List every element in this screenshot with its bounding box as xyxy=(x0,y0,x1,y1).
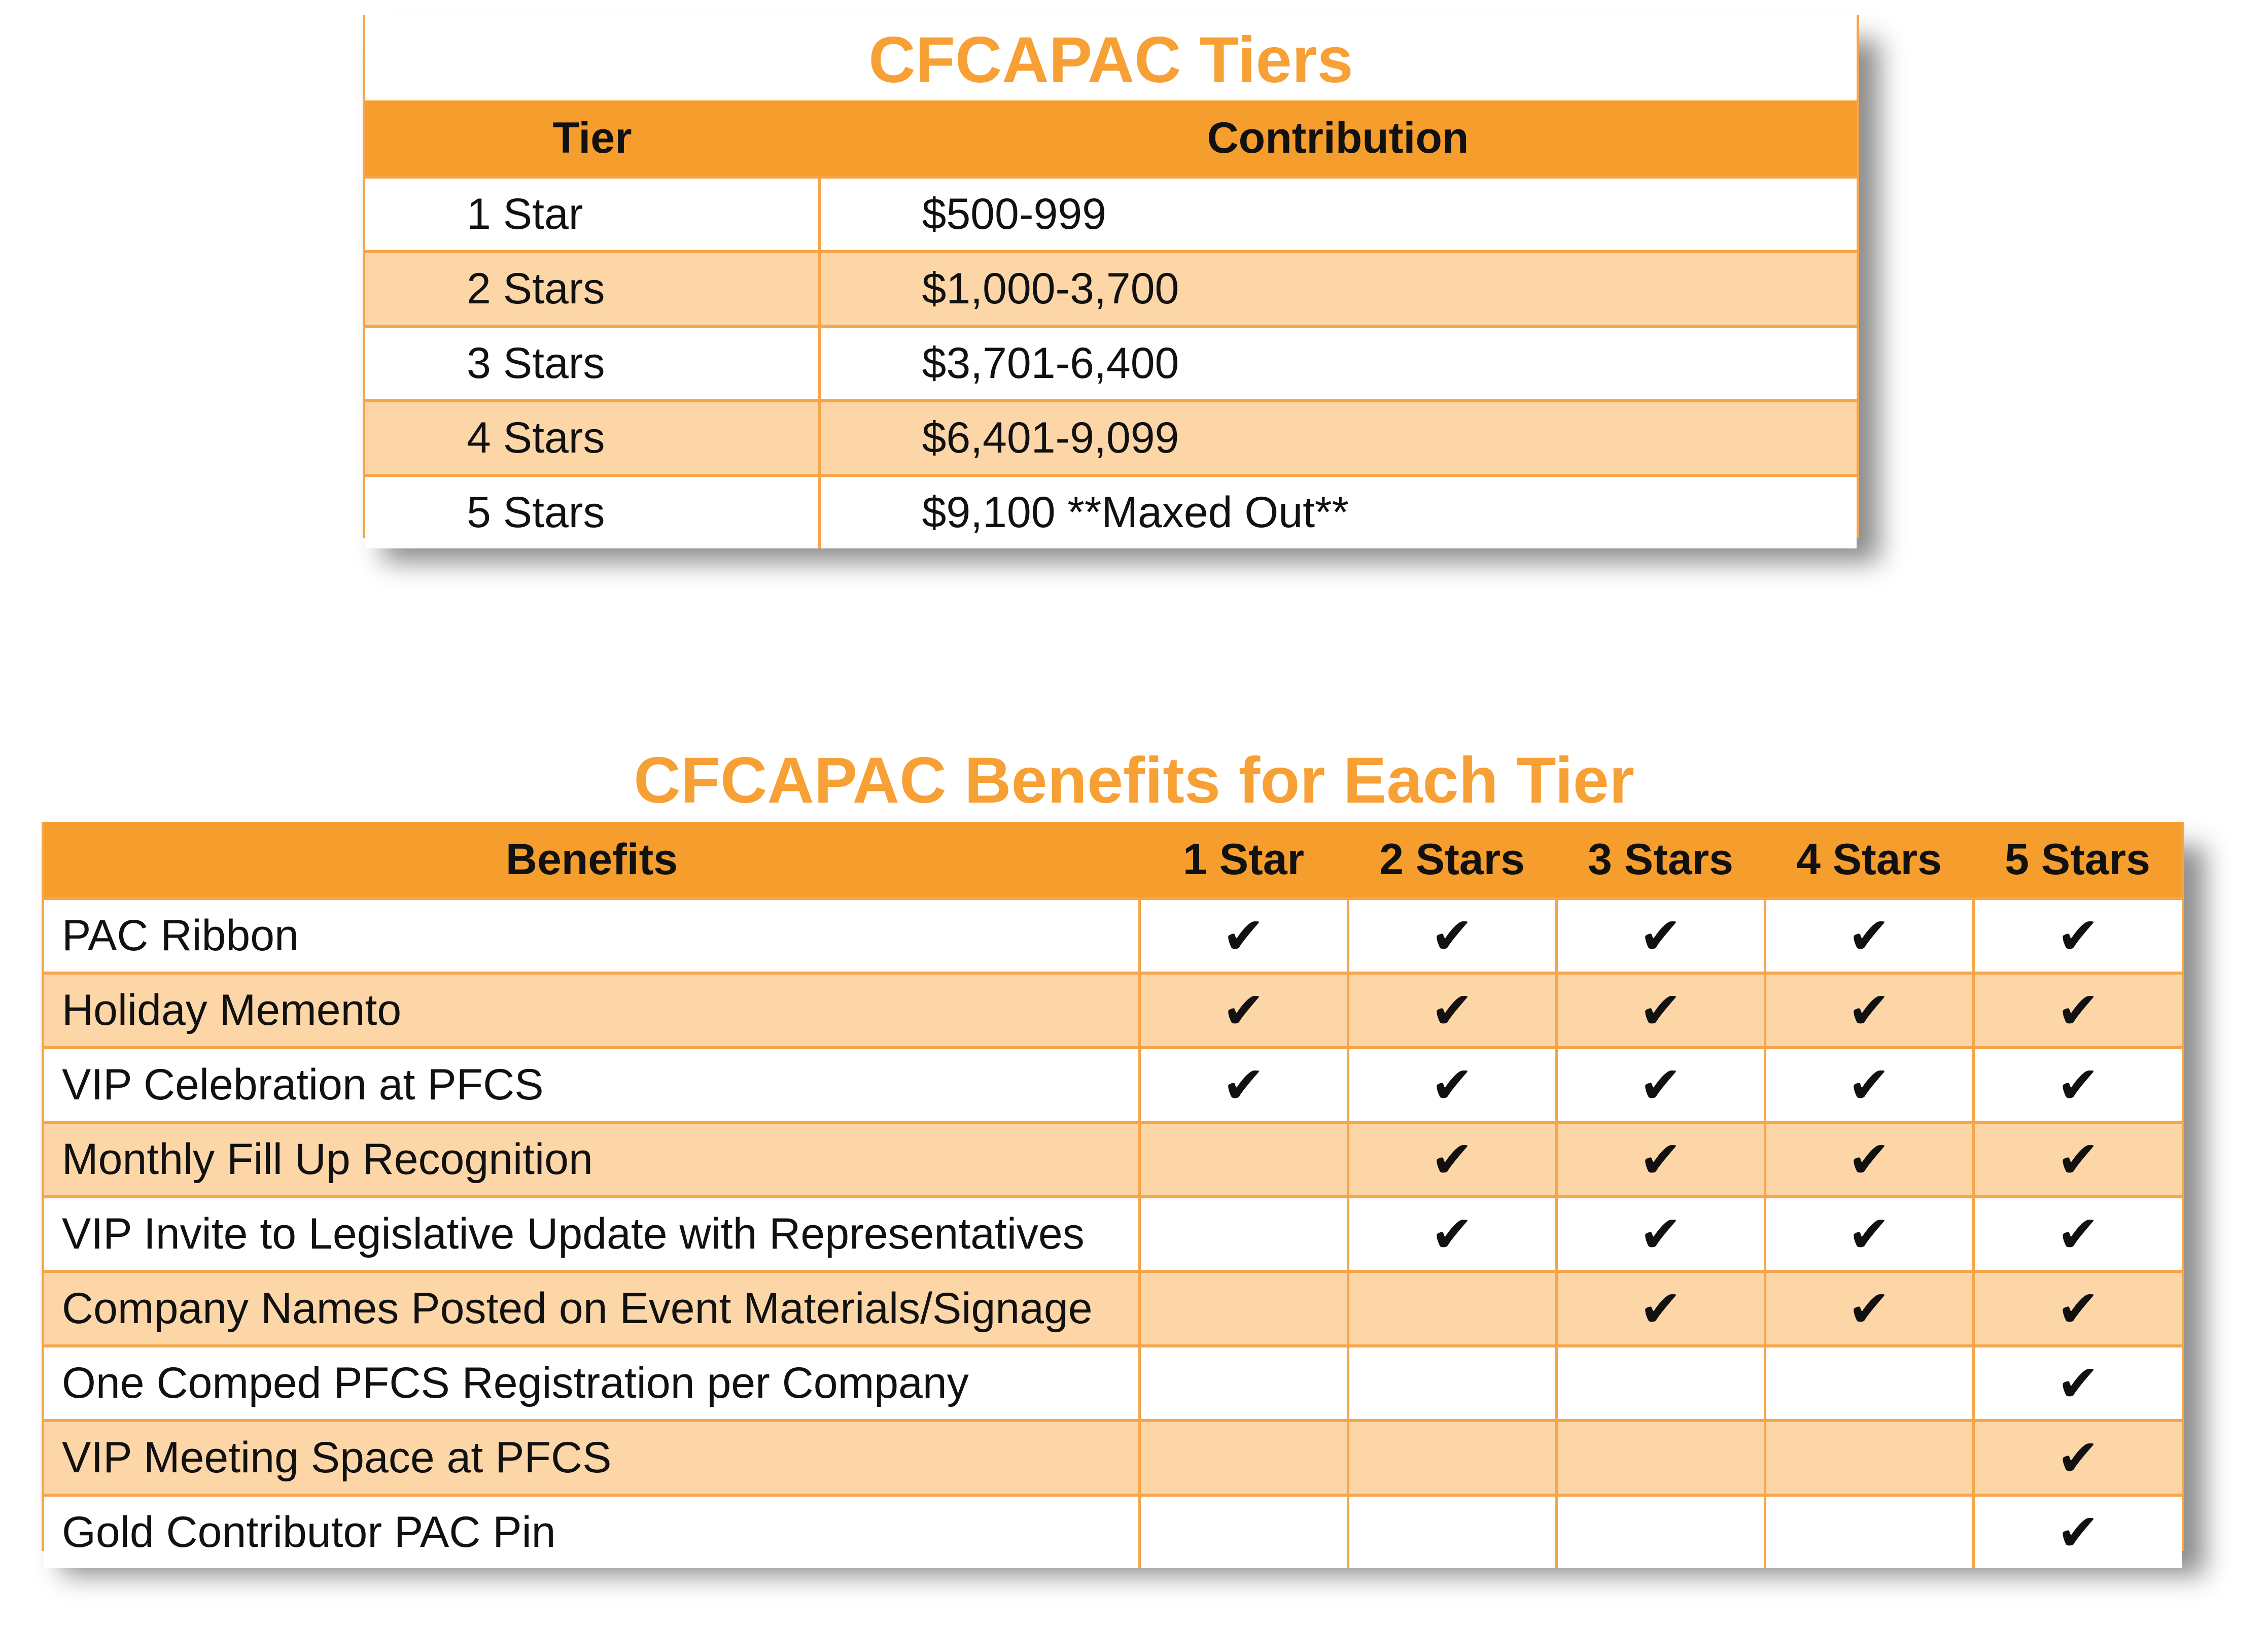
benefit-name: VIP Meeting Space at PFCS xyxy=(44,1421,1139,1495)
tiers-table xyxy=(365,100,1857,548)
tier-5-cell xyxy=(1973,1197,2182,1271)
tier-1-cell xyxy=(1139,973,1348,1048)
tier-2-cell xyxy=(1348,1421,1556,1495)
tier-name: 2 Stars xyxy=(365,252,819,326)
tier-1-cell xyxy=(1139,1421,1348,1495)
tier-1-cell xyxy=(1139,1271,1348,1346)
tier-5-cell xyxy=(1973,1421,2182,1495)
tier-2-cell xyxy=(1348,898,1556,973)
tier-3-cell xyxy=(1556,973,1765,1048)
tier-row xyxy=(365,326,1857,401)
tiers-table-title: CFCAPAC Tiers xyxy=(868,24,1353,96)
tier-row xyxy=(365,252,1857,326)
checkmark-icon: ✔ xyxy=(1222,906,1265,965)
tier-4-cell xyxy=(1765,1495,1973,1568)
tier-5-column-header: 5 Stars xyxy=(1973,822,2182,898)
checkmark-icon: ✔ xyxy=(2056,1503,2100,1562)
checkmark-icon: ✔ xyxy=(1222,1055,1265,1115)
checkmark-icon: ✔ xyxy=(2056,1279,2100,1338)
checkmark-icon: ✔ xyxy=(1847,981,1891,1040)
benefit-name: VIP Invite to Legislative Update with Representatives xyxy=(44,1197,1139,1271)
checkmark-icon: ✔ xyxy=(1639,981,1682,1040)
tier-row xyxy=(365,475,1857,548)
checkmark-icon: ✔ xyxy=(1847,906,1891,965)
checkmark-icon: ✔ xyxy=(1430,981,1474,1040)
benefit-row xyxy=(44,1421,2182,1495)
tier-2-cell xyxy=(1348,1495,1556,1568)
checkmark-icon: ✔ xyxy=(2056,1055,2100,1115)
tier-1-cell xyxy=(1139,1048,1348,1122)
tier-2-cell xyxy=(1348,1122,1556,1197)
tier-2-cell xyxy=(1348,1197,1556,1271)
benefit-row xyxy=(44,1122,2182,1197)
tier-name: 4 Stars xyxy=(365,401,819,475)
benefits-column-header: Benefits xyxy=(44,822,1139,898)
benefits-table-card xyxy=(42,822,2184,1562)
tier-5-cell xyxy=(1973,1048,2182,1122)
tier-3-column-header: 3 Stars xyxy=(1556,822,1765,898)
tier-4-cell xyxy=(1765,1346,1973,1421)
tier-1-cell xyxy=(1139,1346,1348,1421)
tier-2-cell xyxy=(1348,1271,1556,1346)
tier-3-cell xyxy=(1556,1346,1765,1421)
tier-contribution: $500-999 xyxy=(819,177,1857,252)
tier-1-column-header: 1 Star xyxy=(1139,822,1348,898)
tier-row xyxy=(365,401,1857,475)
benefit-row xyxy=(44,973,2182,1048)
checkmark-icon: ✔ xyxy=(1639,1279,1682,1338)
benefit-row xyxy=(44,1271,2182,1346)
benefits-table-title: CFCAPAC Benefits for Each Tier xyxy=(634,744,1634,817)
tiers-header-row xyxy=(365,100,1857,177)
checkmark-icon: ✔ xyxy=(1847,1204,1891,1264)
tier-4-column-header: 4 Stars xyxy=(1765,822,1973,898)
tier-column-header: Tier xyxy=(365,100,819,177)
benefit-row xyxy=(44,1346,2182,1421)
tier-contribution: $1,000-3,700 xyxy=(819,252,1857,326)
checkmark-icon: ✔ xyxy=(2056,1204,2100,1264)
tier-name: 1 Star xyxy=(365,177,819,252)
benefit-name: Holiday Memento xyxy=(44,973,1139,1048)
tier-contribution: $9,100 **Maxed Out** xyxy=(819,475,1857,548)
checkmark-icon: ✔ xyxy=(2056,1428,2100,1488)
benefit-row xyxy=(44,898,2182,973)
benefit-name: VIP Celebration at PFCS xyxy=(44,1048,1139,1122)
tier-2-cell xyxy=(1348,973,1556,1048)
checkmark-icon: ✔ xyxy=(1430,906,1474,965)
tier-5-cell xyxy=(1973,1122,2182,1197)
benefit-row xyxy=(44,1048,2182,1122)
contribution-column-header: Contribution xyxy=(819,100,1857,177)
tier-4-cell xyxy=(1765,1271,1973,1346)
tier-3-cell xyxy=(1556,1122,1765,1197)
tier-4-cell xyxy=(1765,973,1973,1048)
benefit-name: Gold Contributor PAC Pin xyxy=(44,1495,1139,1568)
tier-4-cell xyxy=(1765,1421,1973,1495)
checkmark-icon: ✔ xyxy=(1639,1055,1682,1115)
checkmark-icon: ✔ xyxy=(1847,1130,1891,1189)
tier-3-cell xyxy=(1556,1197,1765,1271)
tier-4-cell xyxy=(1765,898,1973,973)
tier-3-cell xyxy=(1556,1271,1765,1346)
checkmark-icon: ✔ xyxy=(2056,906,2100,965)
checkmark-icon: ✔ xyxy=(1639,1204,1682,1264)
checkmark-icon: ✔ xyxy=(1847,1279,1891,1338)
benefits-header-row xyxy=(44,822,2182,898)
tier-5-cell xyxy=(1973,973,2182,1048)
tier-row xyxy=(365,177,1857,252)
checkmark-icon: ✔ xyxy=(1430,1204,1474,1264)
tier-name: 5 Stars xyxy=(365,475,819,548)
tier-4-cell xyxy=(1765,1197,1973,1271)
tier-1-cell xyxy=(1139,1197,1348,1271)
tier-contribution: $6,401-9,099 xyxy=(819,401,1857,475)
checkmark-icon: ✔ xyxy=(1639,1130,1682,1189)
tier-3-cell xyxy=(1556,1421,1765,1495)
tier-5-cell xyxy=(1973,1271,2182,1346)
tier-name: 3 Stars xyxy=(365,326,819,401)
benefit-name: PAC Ribbon xyxy=(44,898,1139,973)
tier-3-cell xyxy=(1556,1048,1765,1122)
benefit-name: Monthly Fill Up Recognition xyxy=(44,1122,1139,1197)
tier-2-column-header: 2 Stars xyxy=(1348,822,1556,898)
checkmark-icon: ✔ xyxy=(1430,1055,1474,1115)
checkmark-icon: ✔ xyxy=(1847,1055,1891,1115)
tier-3-cell xyxy=(1556,1495,1765,1568)
checkmark-icon: ✔ xyxy=(1639,906,1682,965)
benefits-table-body xyxy=(44,898,2182,1568)
benefit-name: Company Names Posted on Event Materials/Signage xyxy=(44,1271,1139,1346)
tier-5-cell xyxy=(1973,1346,2182,1421)
checkmark-icon: ✔ xyxy=(2056,1130,2100,1189)
checkmark-icon: ✔ xyxy=(1222,981,1265,1040)
tier-contribution: $3,701-6,400 xyxy=(819,326,1857,401)
tier-1-cell xyxy=(1139,1122,1348,1197)
tier-1-cell xyxy=(1139,1495,1348,1568)
tier-5-cell xyxy=(1973,1495,2182,1568)
tier-4-cell xyxy=(1765,1122,1973,1197)
tier-5-cell xyxy=(1973,898,2182,973)
tier-2-cell xyxy=(1348,1048,1556,1122)
tier-4-cell xyxy=(1765,1048,1973,1122)
benefit-row xyxy=(44,1197,2182,1271)
benefit-row xyxy=(44,1495,2182,1568)
benefits-table xyxy=(44,822,2182,1568)
checkmark-icon: ✔ xyxy=(2056,981,2100,1040)
checkmark-icon: ✔ xyxy=(2056,1354,2100,1413)
tier-3-cell xyxy=(1556,898,1765,973)
checkmark-icon: ✔ xyxy=(1430,1130,1474,1189)
tier-1-cell xyxy=(1139,898,1348,973)
tier-2-cell xyxy=(1348,1346,1556,1421)
benefit-name: One Comped PFCS Registration per Company xyxy=(44,1346,1139,1421)
